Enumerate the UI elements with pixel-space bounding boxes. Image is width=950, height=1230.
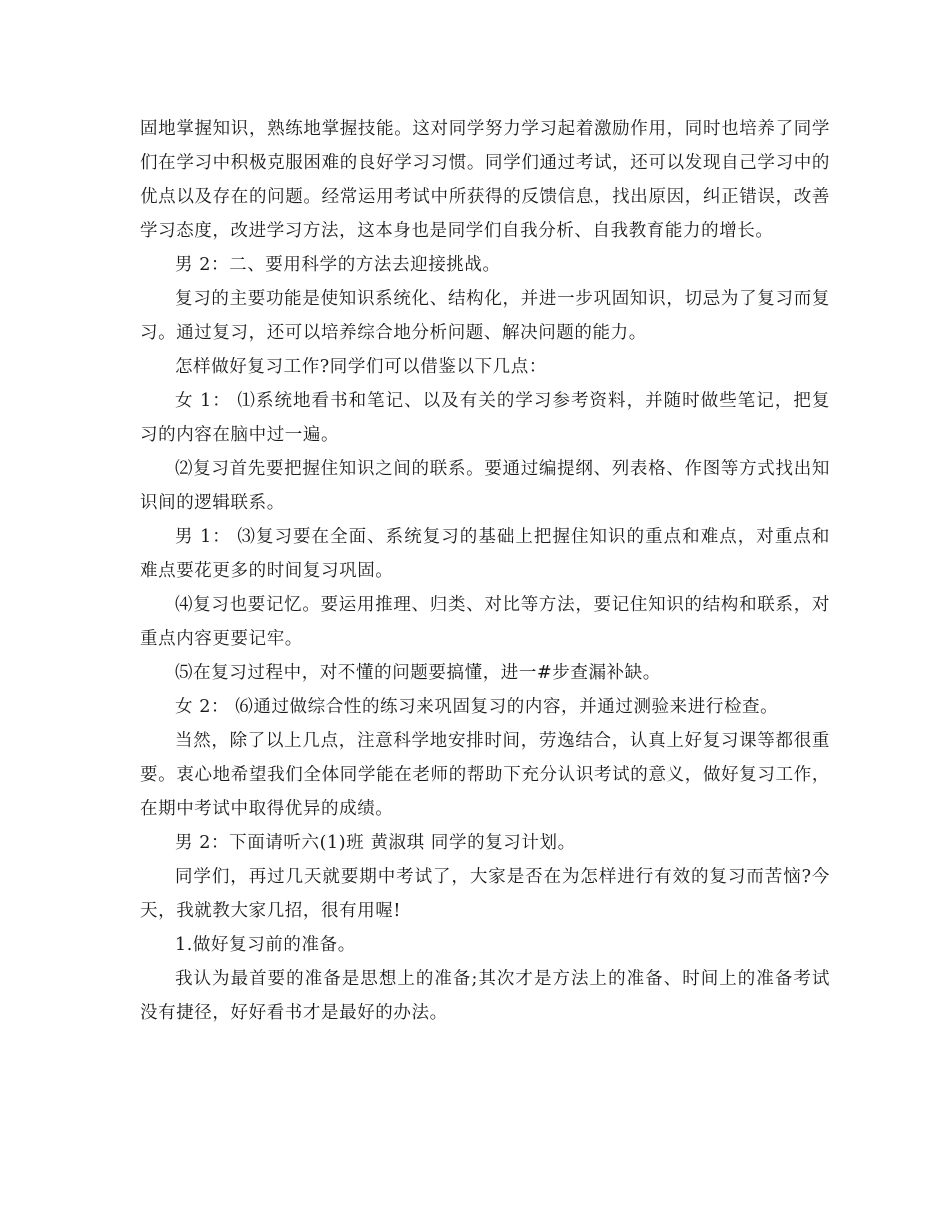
paragraph: 固地掌握知识，熟练地掌握技能。这对同学努力学习起着激励作用，同时也培养了同学们在学习中积极克服困难的良好学习习惯。同学们通过考试，还可以发现自己学习中的优点以及存在的问题。经常运用考试中所获得的反馈信息，找出原因，纠正错误，改善学习态度，改进学习方法，这本身也是同学们自我分析、自我教育能力的增长。 [140, 119, 830, 241]
paragraph: ⑷复习也要记忆。要运用推理、归类、对比等方法，要记住知识的结构和联系，对重点内容更要记牢。 [140, 595, 830, 649]
paragraph: 男 1： ⑶复习要在全面、系统复习的基础上把握住知识的重点和难点，对重点和难点要花更多的时间复习巩固。 [140, 527, 830, 581]
paragraph: ⑵复习首先要把握住知识之间的联系。要通过编提纲、列表格、作图等方式找出知识间的逻辑联系。 [140, 459, 830, 513]
paragraph: 女 2： ⑹通过做综合性的练习来巩固复习的内容，并通过测验来进行检查。 [175, 697, 779, 717]
paragraph: 男 2：下面请听六(1)班 黄淑琪 同学的复习计划。 [175, 833, 576, 853]
paragraph: 我认为最首要的准备是思想上的准备;其次才是方法上的准备、时间上的准备考试没有捷径，好好看书才是最好的办法。 [140, 969, 830, 1023]
paragraph: 怎样做好复习工作?同学们可以借鉴以下几点： [175, 357, 547, 377]
paragraph: 女 1： ⑴系统地看书和笔记、以及有关的学习参考资料，并随时做些笔记，把复习的内容在脑中过一遍。 [140, 391, 830, 445]
paragraph: 1.做好复习前的准备。 [175, 935, 356, 955]
document-page [140, 112, 830, 1030]
paragraph: 同学们，再过几天就要期中考试了，大家是否在为怎样进行有效的复习而苦恼?今天，我就教大家几招，很有用喔! [140, 867, 830, 921]
paragraph: 复习的主要功能是使知识系统化、结构化，并进一步巩固知识，切忌为了复习而复习。通过复习，还可以培养综合地分析问题、解决问题的能力。 [140, 289, 830, 343]
paragraph: ⑸在复习过程中，对不懂的问题要搞懂，进一#步查漏补缺。 [175, 663, 661, 683]
paragraph: 男 2：二、要用科学的方法去迎接挑战。 [175, 255, 501, 275]
paragraph: 当然，除了以上几点，注意科学地安排时间，劳逸结合，认真上好复习课等都很重要。衷心地希望我们全体同学能在老师的帮助下充分认识考试的意义，做好复习工作，在期中考试中取得优异的成绩。 [140, 731, 830, 819]
